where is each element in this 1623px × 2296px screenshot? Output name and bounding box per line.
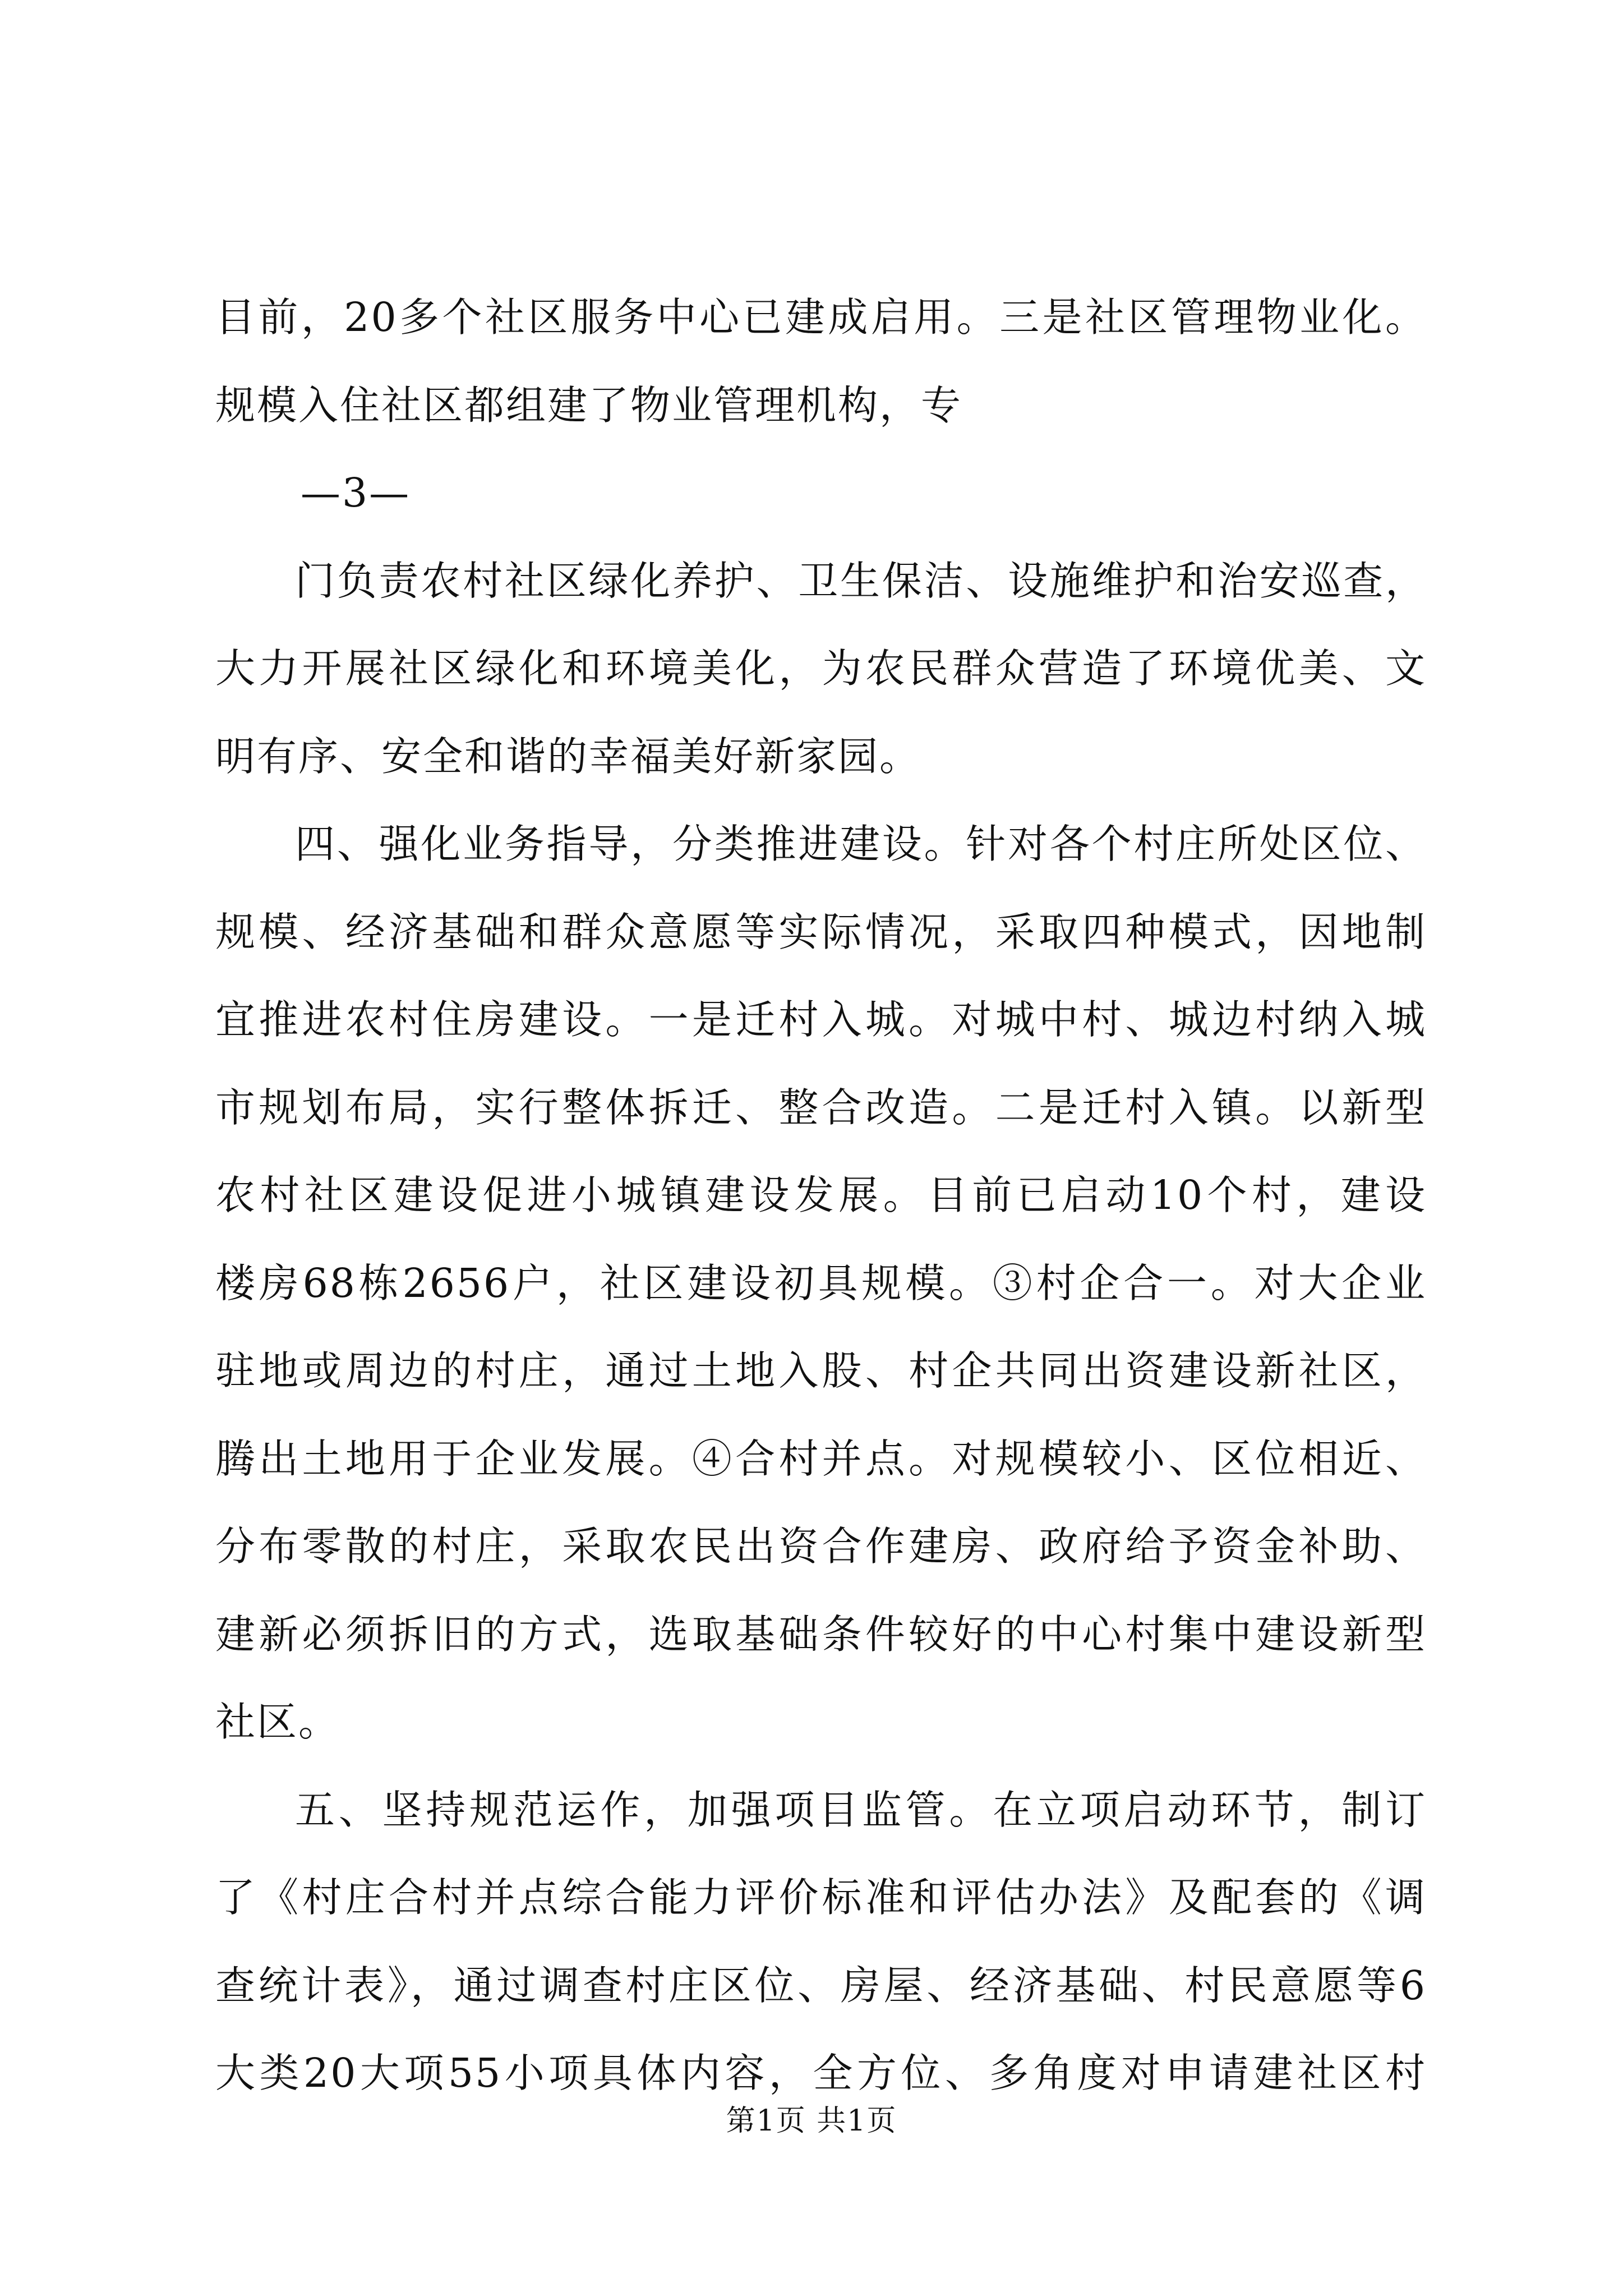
paragraph-start-line: 五、坚持规范运作，加强项目监管。在立项启动环节，制订 — [295, 1786, 1427, 1833]
text-line: 社区。 — [215, 1699, 340, 1745]
text-line: 宜推进农村住房建设。一是迁村入城。对城中村、城边村纳入城 — [215, 996, 1427, 1043]
text-line: 农村社区建设促进小城镇建设发展。目前已启动10个村，建设 — [215, 1172, 1427, 1218]
page-number-marker: —3— — [301, 470, 411, 516]
text-line: 腾出土地用于企业发展。④合村并点。对规模较小、区位相近、 — [215, 1435, 1427, 1482]
text-line: 楼房68栋2656户，社区建设初具规模。③村企合一。对大企业 — [215, 1259, 1427, 1306]
text-line: 查统计表》，通过调查村庄区位、房屋、经济基础、村民意愿等6 — [215, 1962, 1427, 2009]
text-line: 规模、经济基础和群众意愿等实际情况，采取四种模式，因地制 — [215, 908, 1427, 955]
text-line: 分布零散的村庄，采取农民出资合作建房、政府给予资金补助、 — [215, 1523, 1427, 1570]
text-line: 市规划布局，实行整体拆迁、整合改造。二是迁村入镇。以新型 — [215, 1084, 1427, 1131]
text-line: 目前，20多个社区服务中心已建成启用。三是社区管理物业化。 — [215, 294, 1427, 341]
text-line: 门负责农村社区绿化养护、卫生保洁、设施维护和治安巡查， — [295, 557, 1427, 604]
text-line: 建新必须拆旧的方式，选取基础条件较好的中心村集中建设新型 — [215, 1611, 1427, 1658]
document-body — [215, 274, 1427, 2118]
paragraph-start-line: 四、强化业务指导，分类推进建设。针对各个村庄所处区位、 — [295, 821, 1427, 867]
text-line: 大类20大项55小项具体内容，全方位、多角度对申请建社区村 — [215, 2050, 1427, 2096]
text-line: 明有序、安全和谐的幸福美好新家园。 — [215, 733, 921, 780]
text-line: 驻地或周边的村庄，通过土地入股、村企共同出资建设新社区， — [215, 1347, 1427, 1394]
text-line: 了《村庄合村并点综合能力评价标准和评估办法》及配套的《调 — [215, 1874, 1427, 1921]
text-line: 规模入住社区都组建了物业管理机构，专 — [215, 381, 963, 429]
page-footer — [0, 2097, 1623, 2139]
page-count-label: 第1页 共1页 — [726, 2104, 897, 2138]
text-line: 大力开展社区绿化和环境美化，为农民群众营造了环境优美、文 — [215, 645, 1427, 692]
